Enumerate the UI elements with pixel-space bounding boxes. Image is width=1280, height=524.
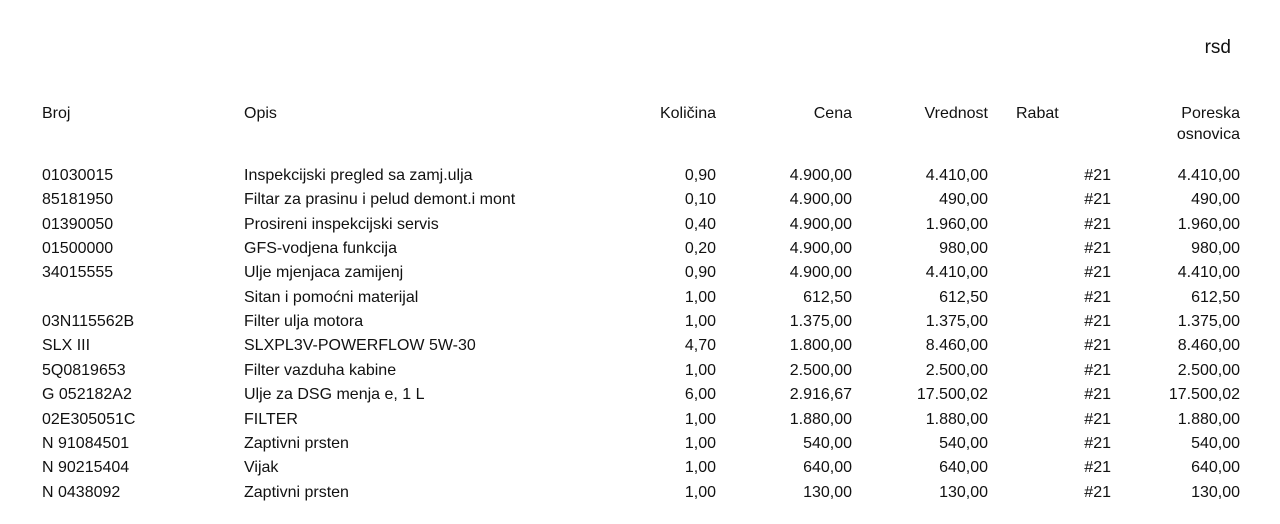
cell-opis: Ulje mjenjaca zamijenj <box>244 264 404 282</box>
cell-cena: 4.900,00 <box>789 264 852 282</box>
cell-vrednost: 980,00 <box>939 240 988 258</box>
cell-rabat: #21 <box>1084 483 1111 501</box>
cell-vrednost: 8.460,00 <box>925 337 988 355</box>
cell-osnovica: 612,50 <box>1191 288 1240 306</box>
cell-vrednost: 1.375,00 <box>925 313 988 331</box>
cell-osnovica: 1.375,00 <box>1177 313 1240 331</box>
cell-cena: 4.900,00 <box>789 240 852 258</box>
cell-opis: Prosireni inspekcijski servis <box>244 215 439 233</box>
cell-cena: 2.500,00 <box>789 361 852 379</box>
header-poreska-osnovica <box>1177 103 1240 145</box>
cell-opis: Filter vazduha kabine <box>244 361 397 379</box>
cell-cena: 540,00 <box>803 434 852 452</box>
cell-kolicina: 1,00 <box>684 288 716 306</box>
cell-rabat: #21 <box>1084 361 1111 379</box>
cell-vrednost: 2.500,00 <box>925 361 988 379</box>
cell-kolicina: 4,70 <box>684 337 716 355</box>
cell-cena: 130,00 <box>803 483 852 501</box>
table-row <box>0 481 1280 505</box>
cell-opis: FILTER <box>244 410 298 428</box>
table-row <box>0 188 1280 212</box>
cell-opis: Sitan i pomoćni materijal <box>244 288 419 306</box>
cell-osnovica: 4.410,00 <box>1177 264 1240 282</box>
table-row <box>0 383 1280 407</box>
cell-opis: Zaptivni prsten <box>244 434 349 452</box>
header-vrednost: Vrednost <box>924 105 988 122</box>
table-row <box>0 432 1280 456</box>
cell-kolicina: 6,00 <box>684 386 716 404</box>
cell-rabat: #21 <box>1084 459 1111 477</box>
header-opis: Opis <box>244 105 277 122</box>
cell-vrednost: 612,50 <box>939 288 988 306</box>
cell-vrednost: 540,00 <box>939 434 988 452</box>
cell-broj: 02E305051C <box>42 410 136 428</box>
cell-kolicina: 1,00 <box>684 313 716 331</box>
table-row <box>0 310 1280 334</box>
header-poreska-line1: Poreska <box>1181 105 1240 122</box>
cell-opis: Ulje za DSG menja e, 1 L <box>244 386 425 404</box>
cell-kolicina: 0,10 <box>684 191 716 209</box>
cell-cena: 612,50 <box>803 288 852 306</box>
header-poreska-line2: osnovica <box>1176 126 1240 143</box>
table-row <box>0 261 1280 285</box>
cell-kolicina: 0,90 <box>684 264 716 282</box>
cell-vrednost: 130,00 <box>939 483 988 501</box>
cell-rabat: #21 <box>1084 337 1111 355</box>
cell-vrednost: 640,00 <box>939 459 988 477</box>
cell-opis: Zaptivni prsten <box>244 483 349 501</box>
cell-osnovica: 490,00 <box>1191 191 1240 209</box>
header-cena: Cena <box>813 105 852 122</box>
cell-broj: 34015555 <box>42 264 114 282</box>
cell-osnovica: 17.500,02 <box>1168 386 1240 404</box>
cell-broj: N 0438092 <box>42 483 121 501</box>
header-kolicina: Količina <box>659 105 716 122</box>
header-rabat: Rabat <box>1016 105 1059 122</box>
cell-opis: SLXPL3V-POWERFLOW 5W-30 <box>244 337 476 355</box>
cell-opis: Vijak <box>244 459 279 477</box>
cell-vrednost: 1.960,00 <box>925 215 988 233</box>
cell-osnovica: 640,00 <box>1191 459 1240 477</box>
cell-rabat: #21 <box>1084 240 1111 258</box>
cell-kolicina: 1,00 <box>684 483 716 501</box>
cell-opis: GFS-vodjena funkcija <box>244 240 397 258</box>
cell-cena: 640,00 <box>803 459 852 477</box>
cell-kolicina: 0,20 <box>684 240 716 258</box>
table-row <box>0 456 1280 480</box>
cell-osnovica: 980,00 <box>1191 240 1240 258</box>
cell-osnovica: 4.410,00 <box>1177 167 1240 184</box>
cell-broj: N 91084501 <box>42 434 130 452</box>
cell-vrednost: 17.500,02 <box>916 386 988 404</box>
cell-cena: 1.800,00 <box>789 337 852 355</box>
cell-rabat: #21 <box>1084 215 1111 233</box>
cell-osnovica: 8.460,00 <box>1177 337 1240 355</box>
cell-opis: Inspekcijski pregled sa zamj.ulja <box>244 167 473 184</box>
table-row <box>0 237 1280 261</box>
cell-osnovica: 130,00 <box>1191 483 1240 501</box>
cell-broj: G 052182A2 <box>42 386 132 404</box>
cell-broj: 01390050 <box>42 215 114 233</box>
cell-rabat: #21 <box>1084 386 1111 404</box>
cell-vrednost: 1.880,00 <box>925 410 988 428</box>
cell-broj: SLX III <box>42 337 91 355</box>
cell-cena: 4.900,00 <box>789 191 852 209</box>
cell-rabat: #21 <box>1084 313 1111 331</box>
cell-cena: 1.880,00 <box>789 410 852 428</box>
cell-osnovica: 540,00 <box>1191 434 1240 452</box>
cell-opis: Filtar za prasinu i pelud demont.i mont <box>244 191 516 209</box>
cell-kolicina: 1,00 <box>684 459 716 477</box>
cell-vrednost: 4.410,00 <box>925 167 988 184</box>
table-row <box>0 286 1280 310</box>
header-broj: Broj <box>42 105 71 122</box>
cell-kolicina: 0,90 <box>684 167 716 184</box>
cell-rabat: #21 <box>1084 410 1111 428</box>
cell-rabat: #21 <box>1084 167 1111 184</box>
cell-broj: 85181950 <box>42 191 114 209</box>
cell-osnovica: 2.500,00 <box>1177 361 1240 379</box>
table-row <box>0 213 1280 237</box>
cell-cena: 1.375,00 <box>789 313 852 331</box>
cell-broj: 03N115562B <box>42 313 135 331</box>
cell-cena: 4.900,00 <box>789 215 852 233</box>
cell-kolicina: 0,40 <box>684 215 716 233</box>
cell-osnovica: 1.960,00 <box>1177 215 1240 233</box>
table-row <box>0 164 1280 188</box>
cell-kolicina: 1,00 <box>684 361 716 379</box>
cell-kolicina: 1,00 <box>684 410 716 428</box>
cell-opis: Filter ulja motora <box>244 313 364 331</box>
cell-broj: 01030015 <box>42 167 114 184</box>
cell-vrednost: 490,00 <box>939 191 988 209</box>
cell-kolicina: 1,00 <box>684 434 716 452</box>
table-row <box>0 359 1280 383</box>
currency-label: rsd <box>1204 37 1231 58</box>
cell-broj: N 90215404 <box>42 459 130 477</box>
cell-broj: 01500000 <box>42 240 114 258</box>
table-row <box>0 334 1280 358</box>
cell-rabat: #21 <box>1084 434 1111 452</box>
cell-cena: 4.900,00 <box>789 167 852 184</box>
cell-broj: 5Q0819653 <box>42 361 126 379</box>
table-row <box>0 408 1280 432</box>
cell-osnovica: 1.880,00 <box>1177 410 1240 428</box>
cell-vrednost: 4.410,00 <box>925 264 988 282</box>
cell-rabat: #21 <box>1084 191 1111 209</box>
cell-rabat: #21 <box>1084 288 1111 306</box>
cell-rabat: #21 <box>1084 264 1111 282</box>
cell-cena: 2.916,67 <box>789 386 852 404</box>
